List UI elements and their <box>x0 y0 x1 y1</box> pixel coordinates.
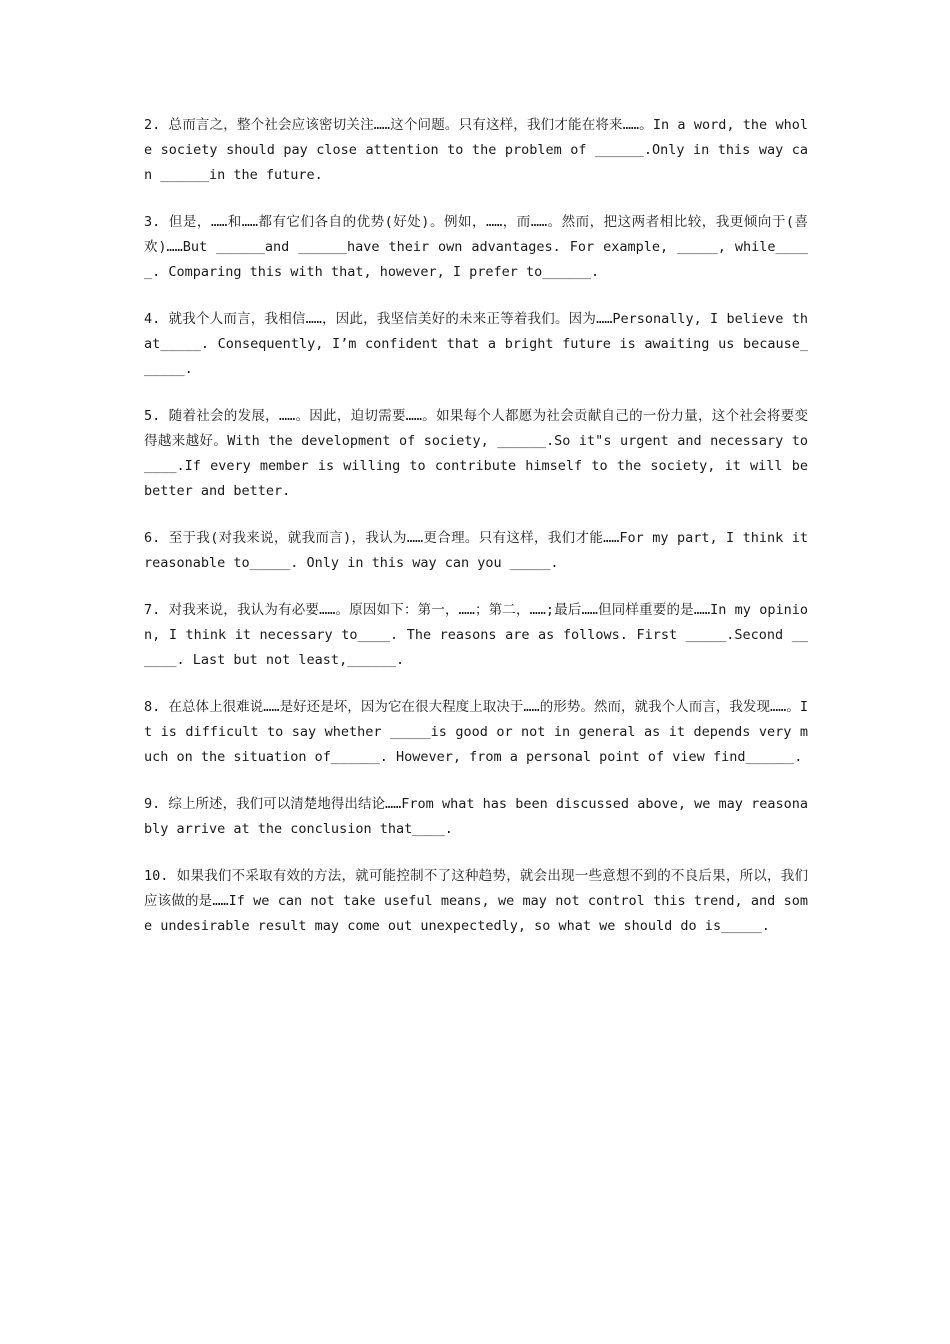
sentence-template-9: 9. 综上所述，我们可以清楚地得出结论……From what has been discussed above, we may reasonably arrive at the conclusion that____. <box>144 796 808 837</box>
sentence-template-4: 4. 就我个人而言，我相信……，因此，我坚信美好的未来正等着我们。因为……Personally, I believe that_____. Consequently, I’m confident that a bright future is awaiting us because______. <box>144 311 808 377</box>
sentence-template-5: 5. 随着社会的发展，……。因此，迫切需要……。如果每个人都愿为社会贡献自己的一份力量，这个社会将要变得越来越好。With the development of society, ______.So it"s urgent and necessary to ____.If every member is willing to contribute himself to the society, it will be better and better. <box>144 408 808 499</box>
sentence-template-7: 7. 对我来说，我认为有必要……。原因如下：第一，……；第二，……;最后……但同样重要的是……In my opinion, I think it necessary to____. The reasons are as follows. First _____.Second ______. Last but not least,______. <box>144 602 808 668</box>
sentence-template-10: 10. 如果我们不采取有效的方法，就可能控制不了这种趋势，就会出现一些意想不到的不良后果，所以，我们应该做的是……If we can not take useful means, we may not control this trend, and some undesirable result may come out unexpectedly, so what we should do is_____. <box>144 868 808 934</box>
sentence-template-6: 6. 至于我(对我来说，就我而言)，我认为……更合理。只有这样，我们才能……For my part, I think it reasonable to_____. Only in this way can you _____. <box>144 530 808 571</box>
document-body <box>144 113 808 961</box>
sentence-template-2: 2. 总而言之，整个社会应该密切关注……这个问题。只有这样，我们才能在将来……。In a word, the whole society should pay close attention to the problem of ______.Only in this way can ______in the future. <box>144 117 808 183</box>
sentence-template-3: 3. 但是，……和……都有它们各自的优势(好处)。例如，……，而……。然而，把这两者相比较，我更倾向于(喜欢)……But ______and ______have their own advantages. For example, _____, while_____. Comparing this with that, however, I prefer to______. <box>144 214 808 280</box>
sentence-template-8: 8. 在总体上很难说……是好还是坏，因为它在很大程度上取决于……的形势。然而，就我个人而言，我发现……。It is difficult to say whether _____is good or not in general as it depends very much on the situation of______. However, from a personal point of view find______. <box>144 699 808 765</box>
